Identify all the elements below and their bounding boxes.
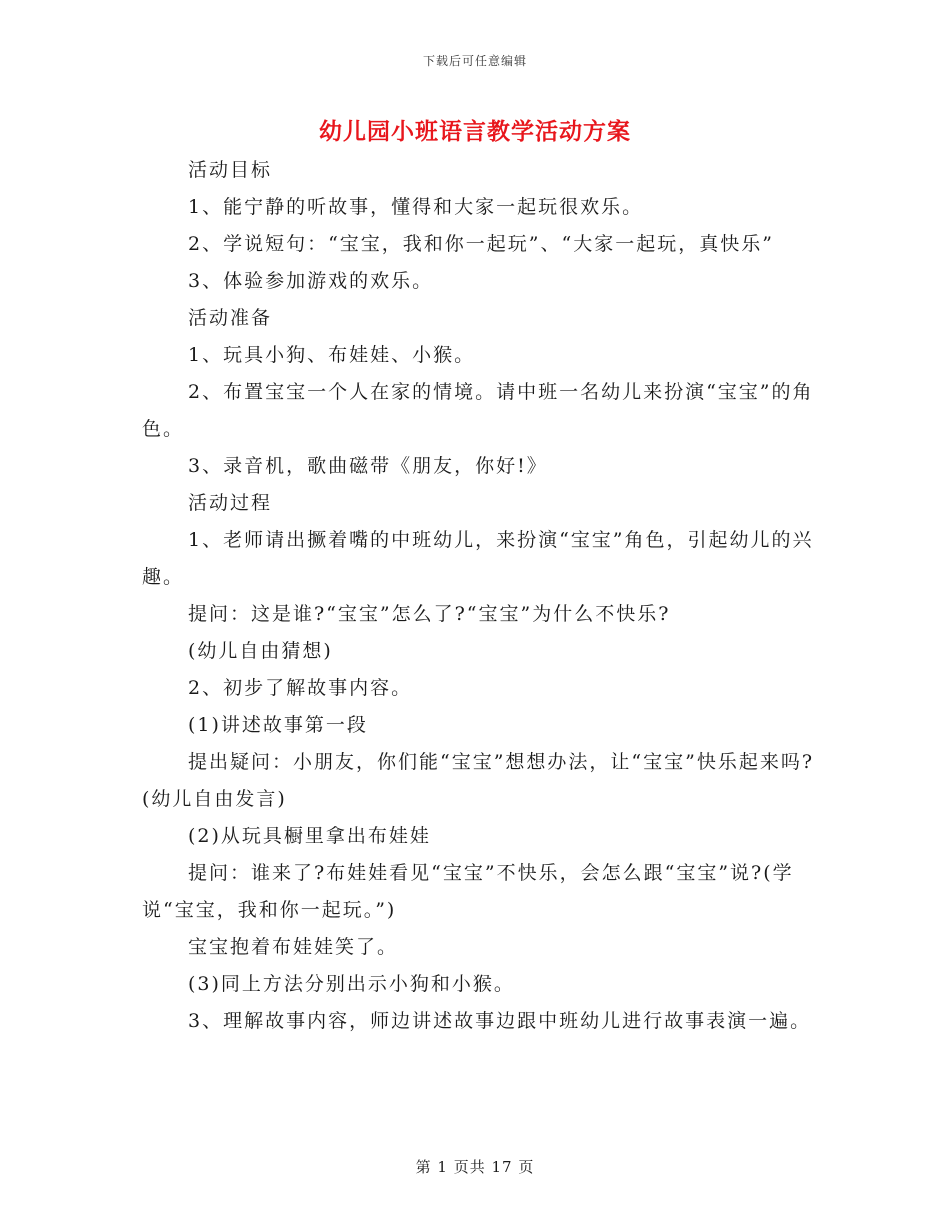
section-heading-preparation: 活动准备 [188, 307, 273, 329]
paragraph: 3、理解故事内容，师边讲述故事边跟中班幼儿进行故事表演一遍。 [188, 1010, 812, 1032]
paragraph: 2、布置宝宝一个人在家的情境。请中班一名幼儿来扮演“宝宝”的角色。 [142, 381, 814, 440]
paragraph: (1)讲述故事第一段 [188, 714, 368, 736]
section-heading-process: 活动过程 [188, 492, 273, 514]
paragraph: 提出疑问：小朋友，你们能“宝宝”想想办法，让“宝宝”快乐起来吗?(幼儿自由发言) [142, 751, 815, 810]
section-heading-goals: 活动目标 [188, 159, 273, 181]
paragraph: 2、初步了解故事内容。 [188, 677, 413, 699]
paragraph: (幼儿自由猜想) [188, 640, 333, 662]
page-footer: 第 1 页共 17 页 [415, 1158, 535, 1176]
paragraph: 提问：这是谁?“宝宝”怎么了?“宝宝”为什么不快乐? [188, 603, 671, 625]
paragraph: 1、玩具小狗、布娃娃、小猴。 [188, 344, 476, 366]
paragraph: 2、学说短句：“宝宝，我和你一起玩”、“大家一起玩，真快乐” [188, 233, 774, 255]
paragraph: 宝宝抱着布娃娃笑了。 [188, 936, 399, 958]
paragraph: (3)同上方法分别出示小狗和小猴。 [188, 973, 515, 995]
paragraph: 1、老师请出撅着嘴的中班幼儿，来扮演“宝宝”角色，引起幼儿的兴趣。 [142, 529, 814, 588]
paragraph: 提问：谁来了?布娃娃看见“宝宝”不快乐，会怎么跟“宝宝”说?(学说“宝宝，我和你一起玩。”) [142, 862, 794, 921]
document-title: 幼儿园小班语言教学活动方案 [319, 118, 631, 145]
paragraph: 1、能宁静的听故事，懂得和大家一起玩很欢乐。 [188, 196, 644, 218]
paragraph: 3、录音机，歌曲磁带《朋友，你好!》 [188, 455, 548, 477]
page-header: 下载后可任意编辑 [422, 54, 527, 68]
paragraph: 3、体验参加游戏的欢乐。 [188, 270, 434, 292]
paragraph: (2)从玩具橱里拿出布娃娃 [188, 825, 431, 847]
document-body [142, 152, 822, 1040]
